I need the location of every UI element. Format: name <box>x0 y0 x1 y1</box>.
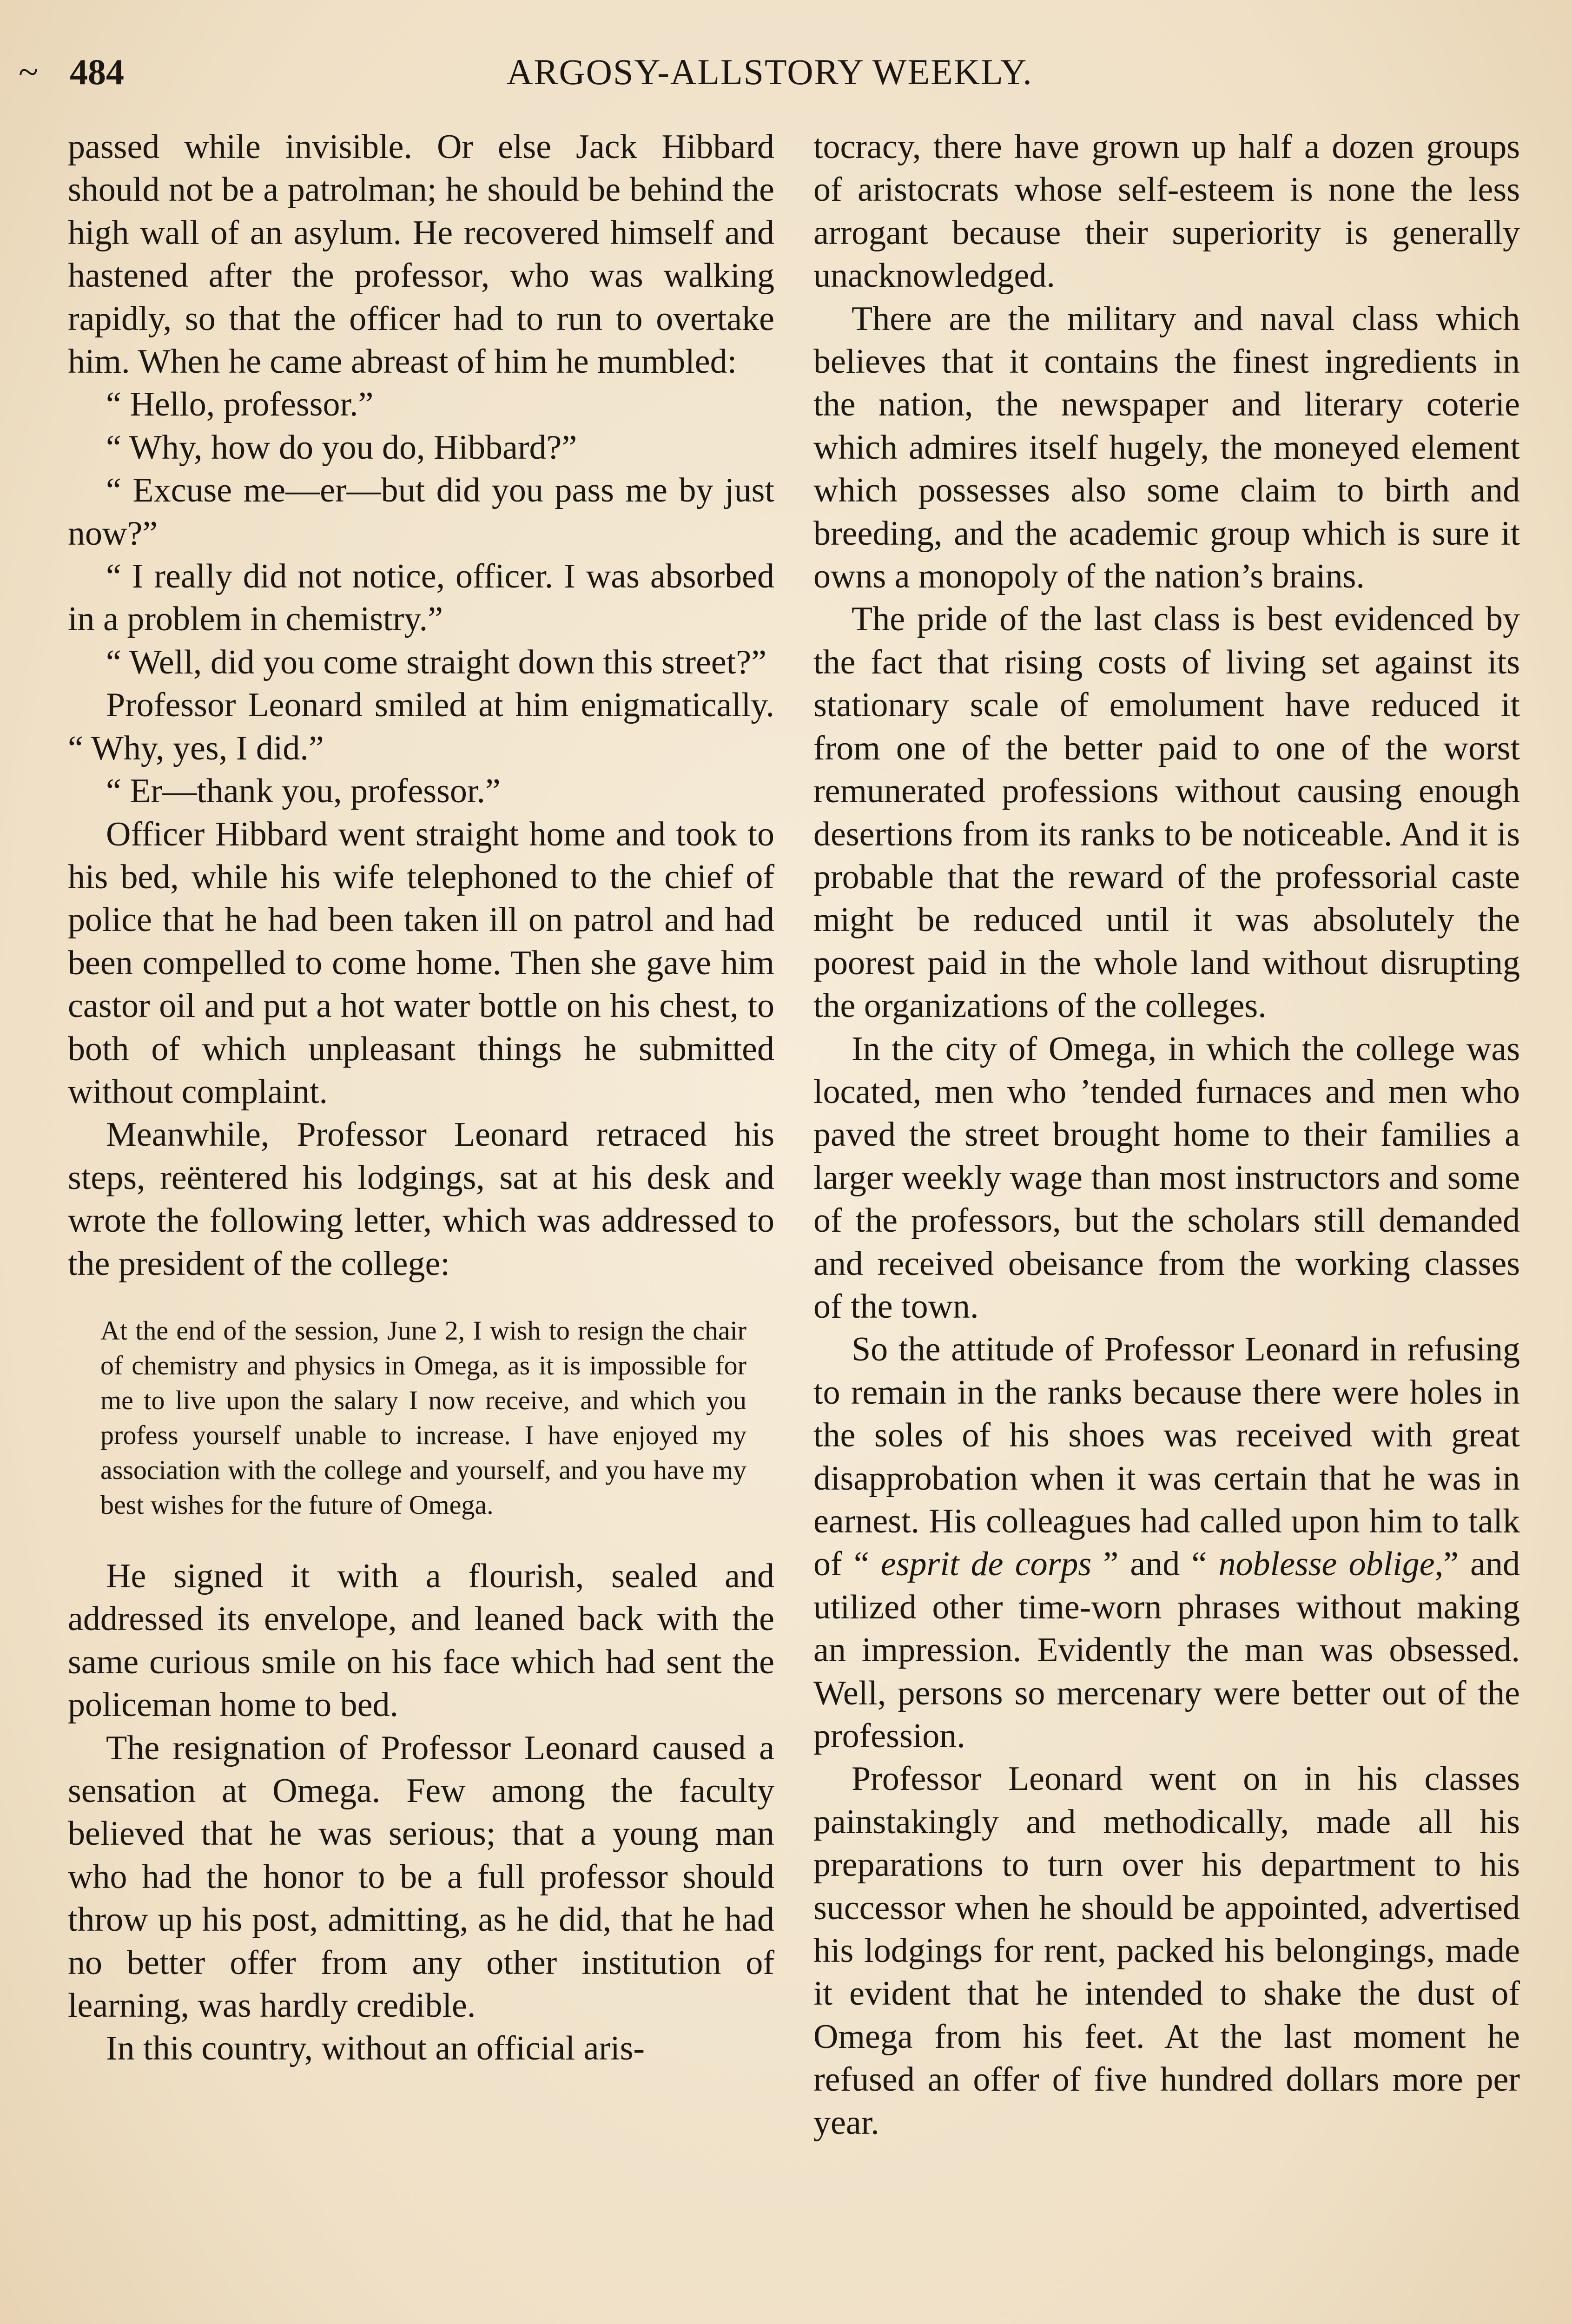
paragraph: Professor Leonard went on in his classes painstakingly and methodically, made all his preparations to turn over his department to his successor when he should be appointed, advertised his lodgings for rent, packed his belongings, made it evident that he intended to shake the dust of Omega from his feet. At the last moment he refused an offer of five hundred dollars more per year. <box>813 1760 1520 2142</box>
dialogue-line: “ Hello, professor.” <box>106 385 374 424</box>
text-run: So the attitude of Professor Leonard in refusing to remain in the ranks because there were holes in the soles of his shoes was received with great disapprobation when it was certain that he was in earnest. His colleagues had called upon him to talk of “ <box>813 1330 1520 1584</box>
resignation-letter <box>100 1313 746 1522</box>
paragraph: There are the military and naval class which believes that it contains the finest ingredients in the nation, the newspaper and literary coterie which admires itself hugely, the moneyed element which possesses also some claim to birth and breeding, and the academic group which is sure it owns a monopoly of the nation’s brains. <box>813 299 1520 596</box>
paragraph: Meanwhile, Professor Leonard retraced his steps, reëntered his lodgings, sat at his desk and wrote the following letter, which was addressed to the president of the college: <box>68 1116 774 1283</box>
left-column <box>68 125 774 2070</box>
italic-phrase: esprit de corps <box>880 1545 1092 1584</box>
dialogue-line: “ Why, how do you do, Hibbard?” <box>106 428 577 467</box>
dialogue-line: “ I really did not notice, officer. I was absorbed in a problem in chemistry.” <box>68 557 774 639</box>
italic-phrase: noblesse oblige, <box>1218 1545 1444 1584</box>
paragraph: passed while invisible. Or else Jack Hibbard should not be a patrolman; he should be behind the high wall of an asylum. He recovered himself and hastened after the professor, who was walking rapidly, so that the officer had to run to overtake him. When he came abreast of him he mumbled: <box>68 128 774 381</box>
paragraph: The pride of the last class is best evidenced by the fact that rising costs of living set against its stationary scale of emolument have reduced it from one of the better paid to one of the worst remunerated professions without causing enough desertions from its ranks to be noticeable. And it is probable that the reward of the professorial caste might be reduced until it was absolutely the poorest paid in the whole land without disrupting the organizations of the colleges. <box>813 600 1520 1025</box>
running-title: ARGOSY-ALLSTORY WEEKLY. <box>507 52 1033 92</box>
right-column <box>813 125 1520 2144</box>
dialogue-line: “ Excuse me—er—but did you pass me by just now?” <box>68 471 774 553</box>
paragraph: He signed it with a flourish, sealed and addressed its envelope, and leaned back with the same curious smile on his face which had sent the policeman home to bed. <box>68 1557 774 1724</box>
paragraph: In the city of Omega, in which the college was located, men who ’tended furnaces and men who paved the street brought home to their families a larger weekly wage than most instructors and some of the professors, but the scholars still demanded and received obeisance from the working classes of the town. <box>813 1030 1520 1326</box>
paragraph: Officer Hibbard went straight home and took to his bed, while his wife telephoned to the chief of police that he had been taken ill on patrol and had been compelled to come home. Then she gave him castor oil and put a hot water bottle on his chest, to both of which unpleasant things he submitted without complaint. <box>68 815 774 1111</box>
text-run: ” and utilized other time-worn phrases without making an impression. Evidently the man was obsessed. Well, persons so mercenary were better out of the profession. <box>813 1545 1520 1756</box>
paragraph: tocracy, there have grown up half a dozen groups of aristocrats whose self-esteem is none the less arrogant because their superiority is generally unacknowledged. <box>813 128 1520 295</box>
paragraph: In this country, without an official aris- <box>106 2029 645 2068</box>
page-header <box>19 44 1092 100</box>
paragraph: The resignation of Professor Leonard caused a sensation at Omega. Few among the faculty believed that he was serious; that a young man who had the honor to be a full professor should throw up his post, admitting, as he did, that he had no better offer from any other institution of learning, was hardly credible. <box>68 1729 774 2025</box>
header-dash: ~ <box>19 52 39 92</box>
dialogue-line: “ Well, did you come straight down this street?” <box>106 643 766 681</box>
text-run: ” and “ <box>1091 1545 1219 1584</box>
letter-text: At the end of the session, June 2, I wish to resign the chair of chemistry and physics in Omega, as it is impossible for me to live upon the salary I now receive, and which you profess yourself unable to increase. I have enjoyed my association with the college and yourself, and you have my best wishes for the future of Omega. <box>100 1315 746 1520</box>
paragraph: Professor Leonard smiled at him enigmatically. “ Why, yes, I did.” <box>68 686 774 767</box>
paragraph <box>813 1328 1520 1757</box>
dialogue-line: “ Er—thank you, professor.” <box>106 772 501 811</box>
page-number: 484 <box>70 52 124 92</box>
